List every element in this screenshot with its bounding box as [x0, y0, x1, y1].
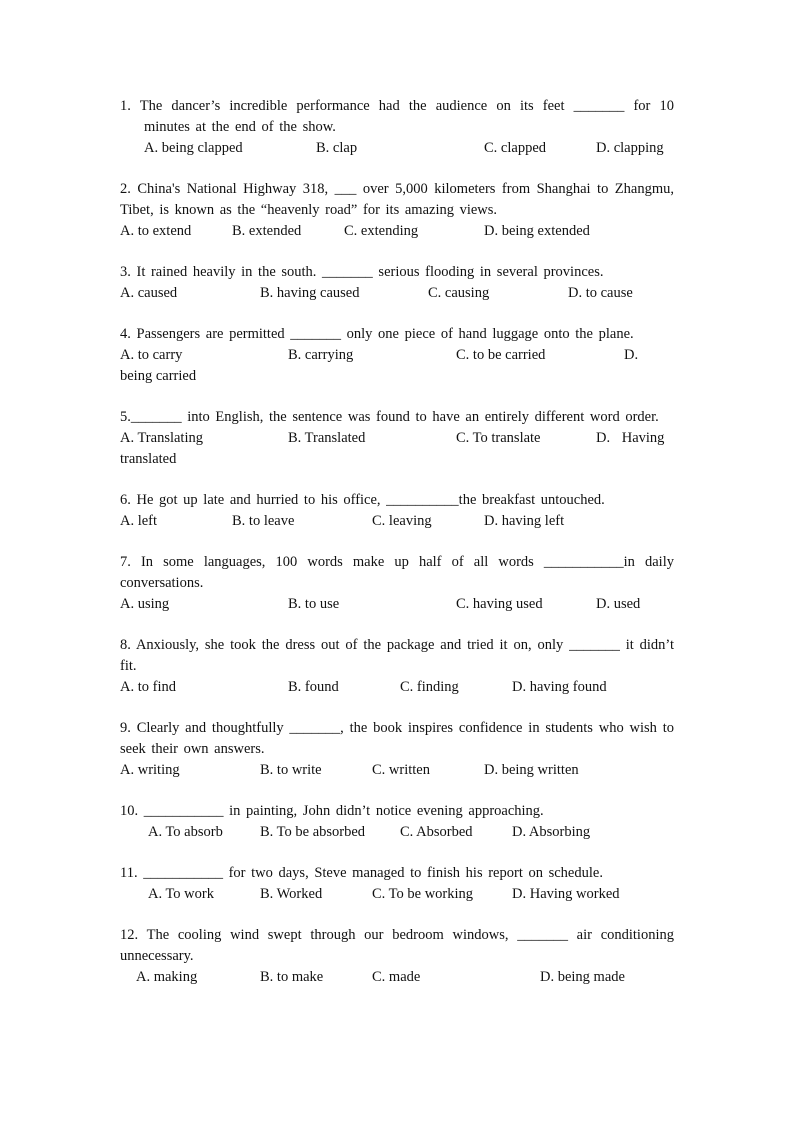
option-b: B. to leave [232, 513, 295, 529]
option-row [120, 760, 674, 781]
option-row [120, 594, 674, 615]
option-a: A. left [120, 513, 158, 529]
option-d: D. used [596, 596, 641, 612]
option-b: B. To be absorbed [260, 824, 366, 840]
option-row [120, 511, 674, 532]
option-a: A. using [120, 596, 170, 612]
question-1 [120, 96, 674, 159]
option-d: D. to cause [568, 285, 633, 301]
option-d: D. Having worked [512, 886, 620, 902]
question-stem: 12. The cooling wind swept through our bedroom windows, _______ air conditioning unnecessary. [120, 927, 674, 964]
option-a: A. to carry [120, 347, 183, 363]
question-stem: 11. ___________ for two days, Steve managed to finish his report on schedule. [120, 865, 603, 881]
option-a: A. being clapped [144, 140, 243, 156]
option-c: C. to be carried [456, 347, 546, 363]
question-8 [120, 635, 674, 698]
question-5 [120, 407, 674, 470]
option-a: A. caused [120, 285, 178, 301]
question-stem: 10. ___________ in painting, John didn’t notice evening approaching. [120, 803, 544, 819]
question-stem: 1. The dancer’s incredible performance had the audience on its feet _______ for 10 minutes at the end of the show. [120, 98, 674, 135]
question-stem: 9. Clearly and thoughtfully _______, the book inspires confidence in students who wish to seek their own answers. [120, 720, 674, 757]
option-row [120, 221, 674, 242]
question-stem: 5._______ into English, the sentence was found to have an entirely different word order. [120, 409, 659, 425]
option-c: C. extending [344, 223, 419, 239]
option-d: D. being written [484, 762, 579, 778]
option-a: A. Translating [120, 430, 203, 446]
option-d: D. being made [540, 969, 625, 985]
question-3 [120, 262, 674, 304]
option-a: A. writing [120, 762, 180, 778]
option-c: C. finding [400, 679, 459, 695]
option-row [120, 428, 674, 449]
option-c: C. written [372, 762, 430, 778]
question-6 [120, 490, 674, 532]
question-stem: 2. China's National Highway 318, ___ over 5,000 kilometers from Shanghai to Zhangmu, Tibet, is known as the “heavenly road” for its amazing views. [120, 181, 674, 218]
option-a: A. making [136, 969, 198, 985]
option-a: A. to extend [120, 223, 192, 239]
option-b: B. to write [260, 762, 322, 778]
question-2 [120, 179, 674, 242]
option-row [120, 884, 674, 905]
option-d-continued: translated [120, 451, 177, 467]
option-b: B. found [288, 679, 339, 695]
option-row [120, 677, 674, 698]
option-row [120, 967, 674, 988]
option-c: C. clapped [484, 140, 547, 156]
option-c: C. To translate [456, 430, 541, 446]
option-c: C. having used [456, 596, 543, 612]
option-d: D. Absorbing [512, 824, 591, 840]
option-c: C. causing [428, 285, 490, 301]
option-row [120, 138, 674, 159]
question-12 [120, 925, 674, 988]
option-a: A. To work [148, 886, 214, 902]
option-d: D. having found [512, 679, 607, 695]
option-d: D. clapping [596, 140, 664, 156]
question-stem: 7. In some languages, 100 words make up half of all words ___________in daily conversations. [120, 554, 674, 591]
question-stem: 6. He got up late and hurried to his office, __________the breakfast untouched. [120, 492, 605, 508]
option-a: A. to find [120, 679, 176, 695]
option-row [120, 345, 674, 366]
option-c: C. made [372, 969, 421, 985]
option-b: B. clap [316, 140, 358, 156]
option-b: B. to use [288, 596, 340, 612]
option-a: A. To absorb [148, 824, 223, 840]
question-4 [120, 324, 674, 387]
option-d-continued: being carried [120, 368, 197, 384]
option-b: B. Worked [260, 886, 323, 902]
option-d: D. being extended [484, 223, 590, 239]
option-row [120, 283, 674, 304]
question-stem: 4. Passengers are permitted _______ only one piece of hand luggage onto the plane. [120, 326, 634, 342]
option-d: D. [624, 347, 639, 363]
question-stem: 8. Anxiously, she took the dress out of the package and tried it on, only _______ it didn’t fit. [120, 637, 674, 674]
option-row [120, 822, 674, 843]
option-c: C. Absorbed [400, 824, 473, 840]
question-10 [120, 801, 674, 843]
question-stem: 3. It rained heavily in the south. _______ serious flooding in several provinces. [120, 264, 604, 280]
question-7 [120, 552, 674, 615]
question-9 [120, 718, 674, 781]
option-b: B. carrying [288, 347, 354, 363]
option-c: C. leaving [372, 513, 432, 529]
option-b: B. Translated [288, 430, 366, 446]
option-b: B. having caused [260, 285, 360, 301]
option-d: D. Having [596, 430, 665, 446]
option-b: B. to make [260, 969, 324, 985]
option-c: C. To be working [372, 886, 474, 902]
option-d: D. having left [484, 513, 565, 529]
worksheet [120, 96, 674, 1008]
question-11 [120, 863, 674, 905]
option-b: B. extended [232, 223, 302, 239]
